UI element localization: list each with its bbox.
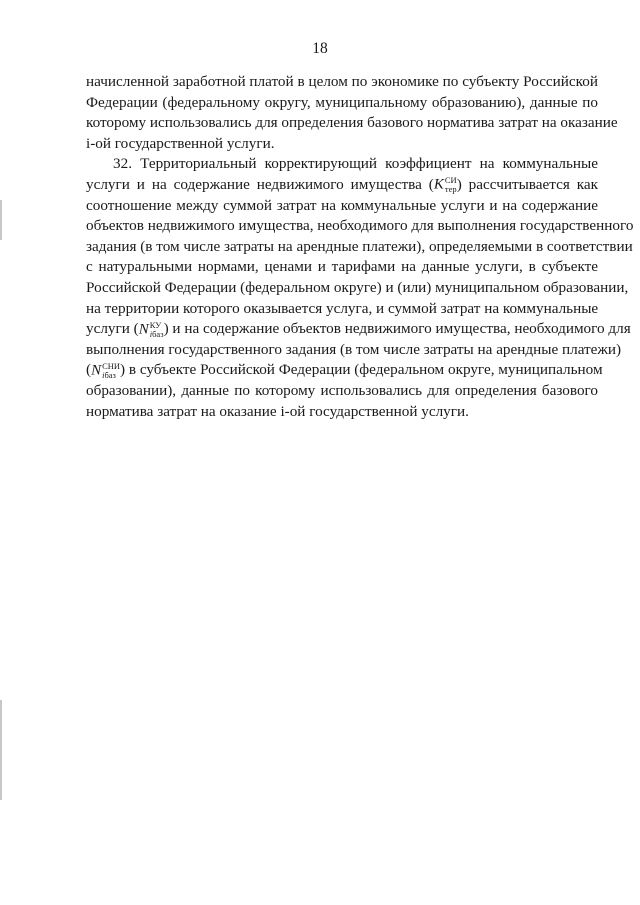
text-fragment: ( bbox=[86, 361, 92, 379]
text-line: Федерации (федеральному округу, муниципальному образованию), данные по bbox=[86, 93, 598, 111]
formula-superscript: КУ bbox=[149, 319, 162, 330]
formula-symbol: N bbox=[91, 362, 102, 379]
formula-subscript-index: i bbox=[102, 369, 105, 380]
formula-n-sni bbox=[91, 362, 120, 380]
scan-edge-mark bbox=[0, 700, 2, 800]
text-fragment: ) в субъекте Российской Федерации (федеральном округе, муниципальном bbox=[120, 361, 603, 379]
paragraph-32-first-line: 32. Территориальный корректирующий коэффициент на коммунальные bbox=[113, 155, 598, 173]
text-line: которому использовались для определения базового норматива затрат на оказание bbox=[86, 114, 618, 132]
text-fragment: ) и на содержание объектов недвижимого имущества, необходимого для bbox=[163, 320, 631, 338]
text-fragment: ) рассчитывается как bbox=[456, 175, 599, 193]
text-line: Российской Федерации (федеральном округе) и (или) муниципальном образовании, bbox=[86, 278, 629, 296]
formula-k-ter bbox=[434, 176, 457, 194]
text-line-with-formula bbox=[86, 319, 631, 340]
text-fragment: услуги и на содержание недвижимого имущества ( bbox=[86, 175, 434, 193]
text-line: задания (в том числе затраты на арендные платежи), определяемыми в соответствии bbox=[86, 237, 633, 255]
text-line: i-ой государственной услуги. bbox=[86, 134, 275, 152]
text-line-with-formula bbox=[86, 360, 603, 381]
text-line: на территории которого оказывается услуга, и суммой затрат на коммунальные bbox=[86, 299, 599, 317]
formula-symbol: N bbox=[138, 321, 149, 338]
text-line: начисленной заработной платой в целом по экономике по субъекту Российской bbox=[86, 73, 598, 90]
formula-superscript: СНИ bbox=[102, 360, 121, 371]
text-line: образовании), данные по которому использовались для определения базового bbox=[86, 381, 598, 399]
text-line: соотношение между суммой затрат на коммунальные услуги и на содержание bbox=[86, 196, 598, 214]
formula-superscript: СИ bbox=[444, 175, 457, 186]
scan-edge-mark bbox=[0, 200, 2, 240]
text-fragment: услуги ( bbox=[86, 320, 139, 338]
text-line: объектов недвижимого имущества, необходимого для выполнения государственного bbox=[86, 217, 634, 235]
page-number: 18 bbox=[312, 40, 328, 57]
text-line: с натуральными нормами, ценами и тарифами на данные услуги, в субъекте bbox=[86, 258, 598, 276]
document-body bbox=[86, 72, 634, 422]
formula-n-ku bbox=[139, 321, 164, 339]
formula-subscript: тер bbox=[444, 184, 457, 195]
text-line: выполнения государственного задания (в том числе затраты на арендные платежи) bbox=[86, 340, 622, 358]
text-line: норматива затрат на оказание i-ой государственной услуги. bbox=[86, 402, 469, 420]
formula-subscript-index: i bbox=[149, 328, 153, 339]
formula-subscript: баз bbox=[152, 328, 164, 339]
formula-symbol: K bbox=[433, 176, 444, 193]
text-line-with-formula bbox=[86, 175, 598, 196]
formula-subscript: баз bbox=[104, 369, 116, 380]
